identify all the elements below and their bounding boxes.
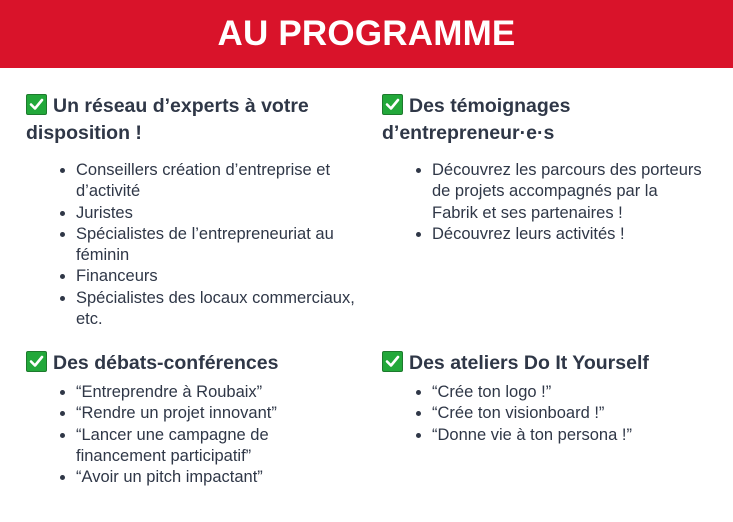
section-testimonials <box>382 93 712 245</box>
workshops-list <box>416 382 706 446</box>
checkmark-icon <box>382 94 403 115</box>
list-item: Spécialistes de l’entrepreneuriat au féminin <box>60 224 360 267</box>
list-item: Juristes <box>60 203 360 224</box>
list-item: “Avoir un pitch impactant” <box>60 467 300 488</box>
section-heading <box>26 350 356 377</box>
list-item: Découvrez leurs activités ! <box>416 224 706 245</box>
list-item: Spécialistes des locaux commerciaux, etc. <box>60 288 360 331</box>
list-item: “Donne vie à ton persona !” <box>416 425 706 446</box>
list-item: “Lancer une campagne de financement participatif” <box>60 425 300 468</box>
title-banner <box>0 0 733 68</box>
page-title: AU PROGRAMME <box>217 14 516 53</box>
list-item: Financeurs <box>60 266 360 287</box>
section-heading-text: Des débats-conférences <box>53 352 279 374</box>
checkmark-icon <box>382 351 403 372</box>
section-heading-text: Des ateliers Do It Yourself <box>409 352 649 374</box>
checkmark-icon <box>26 351 47 372</box>
list-item: “Crée ton visionboard !” <box>416 403 706 424</box>
list-item: Conseillers création d’entreprise et d’activité <box>60 160 360 203</box>
list-item: “Crée ton logo !” <box>416 382 706 403</box>
list-item: Découvrez les parcours des porteurs de projets accompagnés par la Fabrik et ses partenaires ! <box>416 160 706 224</box>
experts-list <box>60 160 360 330</box>
section-workshops <box>382 350 712 446</box>
list-item: “Entreprendre à Roubaix” <box>60 382 300 403</box>
section-heading <box>382 93 612 147</box>
testimonials-list <box>416 160 706 245</box>
section-heading <box>382 350 712 377</box>
list-item: “Rendre un projet innovant” <box>60 403 300 424</box>
section-heading-text: Des témoignages d’entrepreneur·e·s <box>382 95 571 144</box>
checkmark-icon <box>26 94 47 115</box>
section-heading-text: Un réseau d’experts à votre disposition ! <box>26 95 309 144</box>
debates-list <box>60 382 300 488</box>
section-experts <box>26 93 356 330</box>
section-debates <box>26 350 356 488</box>
section-heading <box>26 93 356 147</box>
